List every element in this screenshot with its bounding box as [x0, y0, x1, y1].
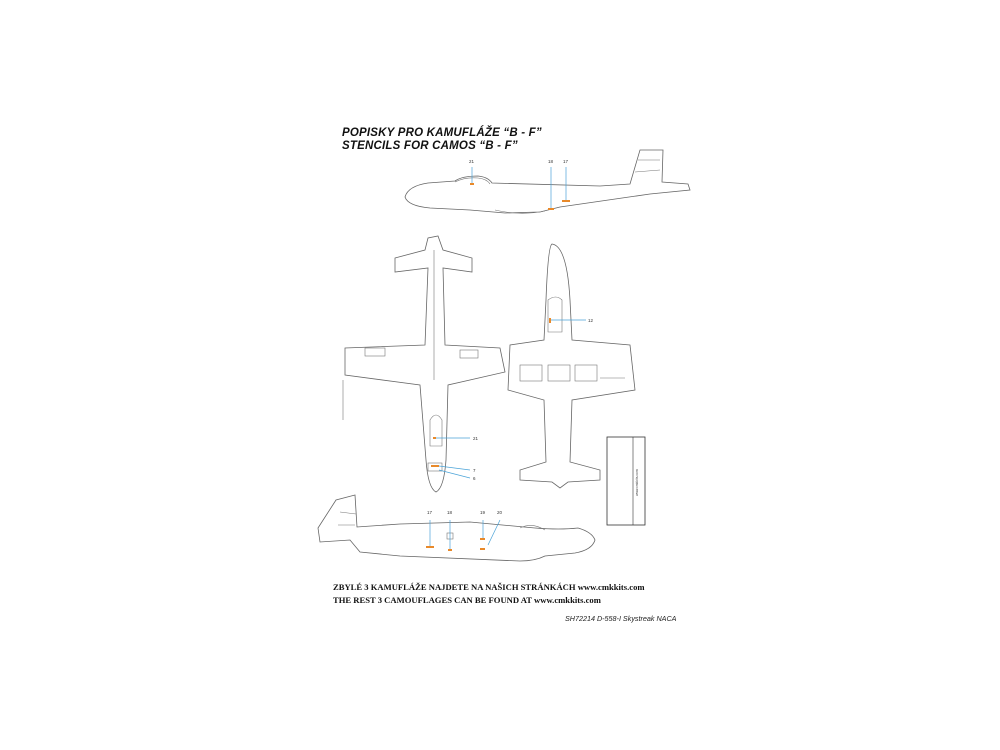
- callout-12: 12: [588, 318, 594, 323]
- plan-view: [343, 236, 505, 492]
- heading-czech: POPISKY PRO KAMUFLÁŽE “B - F”: [342, 127, 542, 139]
- footer-note-czech: ZBYLÉ 3 KAMUFLÁŽE NAJDETE NA NAŠICH STRÁNKÁCH www.cmkkits.com: [333, 582, 645, 592]
- heading-english: STENCILS FOR CAMOS “B - F”: [342, 140, 518, 152]
- callout-20: 20: [497, 510, 503, 515]
- callout-19: 19: [480, 510, 486, 515]
- callout-21-plan: 21: [473, 436, 479, 441]
- footer-note-english: THE REST 3 CAMOUFLAGES CAN BE FOUND AT www.cmkkits.com: [333, 595, 601, 605]
- callout-17-bottom: 17: [427, 510, 433, 515]
- callout-18-bottom: 18: [447, 510, 453, 515]
- product-code: SH72214 D-558-I Skystreak NACA: [565, 614, 677, 623]
- callout-21: 21: [469, 159, 475, 164]
- callout-7: 7: [473, 468, 476, 473]
- maker-label: [607, 436, 647, 526]
- side-view-top: [405, 150, 690, 213]
- callout-6: 6: [473, 476, 476, 481]
- side-view-bottom: [318, 495, 595, 561]
- callout-18: 18: [548, 159, 554, 164]
- callout-17: 17: [563, 159, 569, 164]
- maker-label-url: www.cmkkits.com: [635, 469, 639, 496]
